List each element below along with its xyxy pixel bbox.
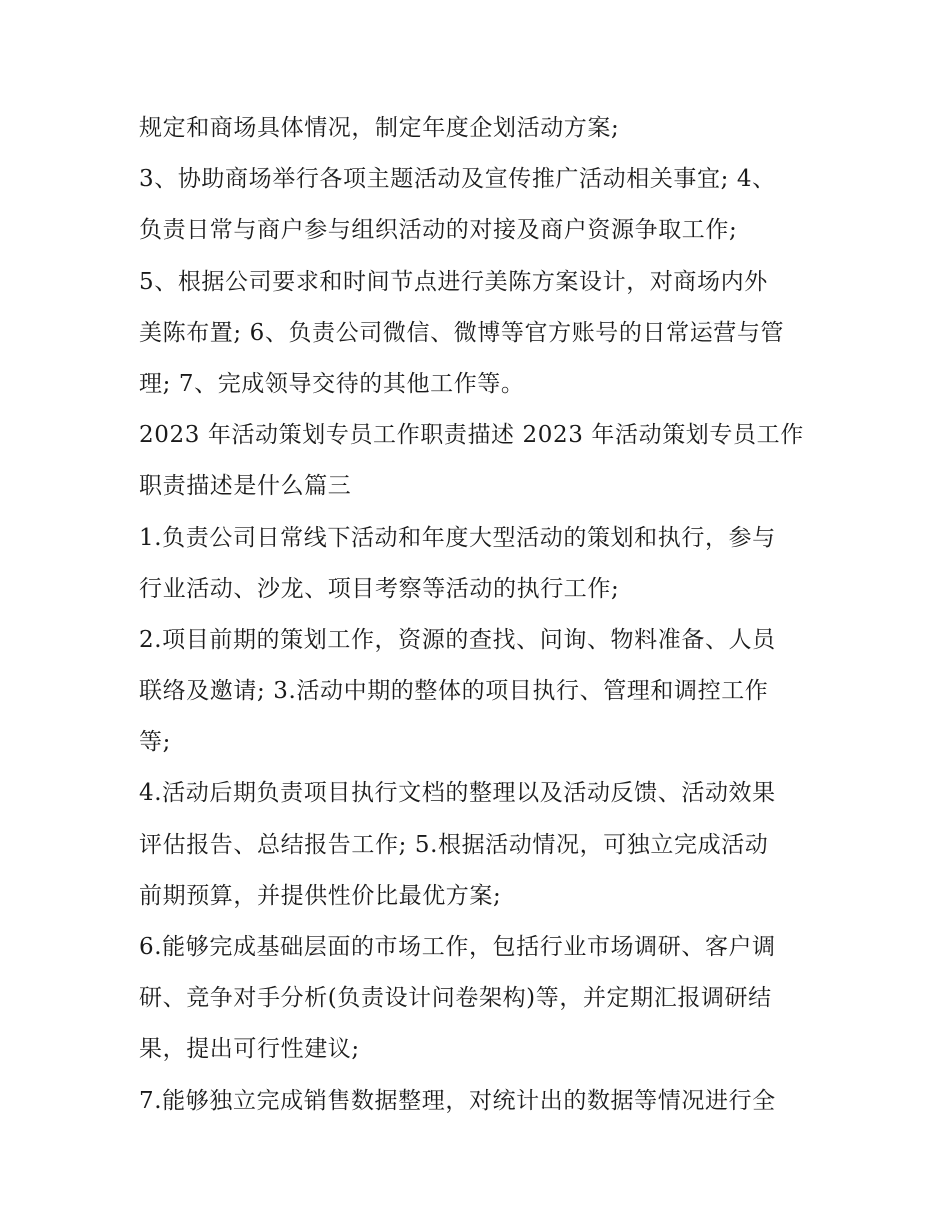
document-body	[139, 103, 819, 1127]
text-line: 前期预算，并提供性价比最优方案;	[139, 882, 502, 909]
text-line: 研、竞争对手分析(负责设计问卷架构)等，并定期汇报调研结	[139, 985, 772, 1012]
text-line: 负责日常与商户参与组织活动的对接及商户资源争取工作;	[139, 217, 738, 244]
text-line: 6.能够完成基础层面的市场工作，包括行业市场调研、客户调	[139, 934, 776, 960]
text-line: 行业活动、沙龙、项目考察等活动的执行工作;	[139, 575, 620, 602]
section-heading-line: 职责描述是什么篇三	[139, 473, 352, 500]
text-line: 4.活动后期负责项目执行文档的整理以及活动反馈、活动效果	[139, 780, 776, 807]
section-heading-line: 2023 年活动策划专员工作职责描述 2023 年活动策划专员工作	[139, 422, 804, 449]
text-line: 理; 7、完成领导交待的其他工作等。	[139, 370, 525, 397]
text-line: 果，提出可行性建议;	[139, 1036, 360, 1063]
text-line: 评估报告、总结报告工作; 5.根据活动情况，可独立完成活动	[139, 831, 769, 858]
text-line: 7.能够独立完成销售数据整理，对统计出的数据等情况进行全	[139, 1087, 776, 1114]
text-line: 2.项目前期的策划工作，资源的查找、问询、物料准备、人员	[139, 626, 776, 653]
text-line: 1.负责公司日常线下活动和年度大型活动的策划和执行，参与	[139, 524, 776, 551]
text-line: 等;	[139, 729, 171, 756]
text-line: 5、根据公司要求和时间节点进行美陈方案设计，对商场内外	[139, 268, 768, 295]
text-line: 联络及邀请; 3.活动中期的整体的项目执行、管理和调控工作	[139, 678, 769, 705]
text-line: 美陈布置; 6、负责公司微信、微博等官方账号的日常运营与管	[139, 319, 785, 346]
text-line: 3、协助商场举行各项主题活动及宣传推广活动相关事宜; 4、	[139, 166, 776, 193]
text-line: 规定和商场具体情况，制定年度企划活动方案;	[139, 115, 620, 141]
